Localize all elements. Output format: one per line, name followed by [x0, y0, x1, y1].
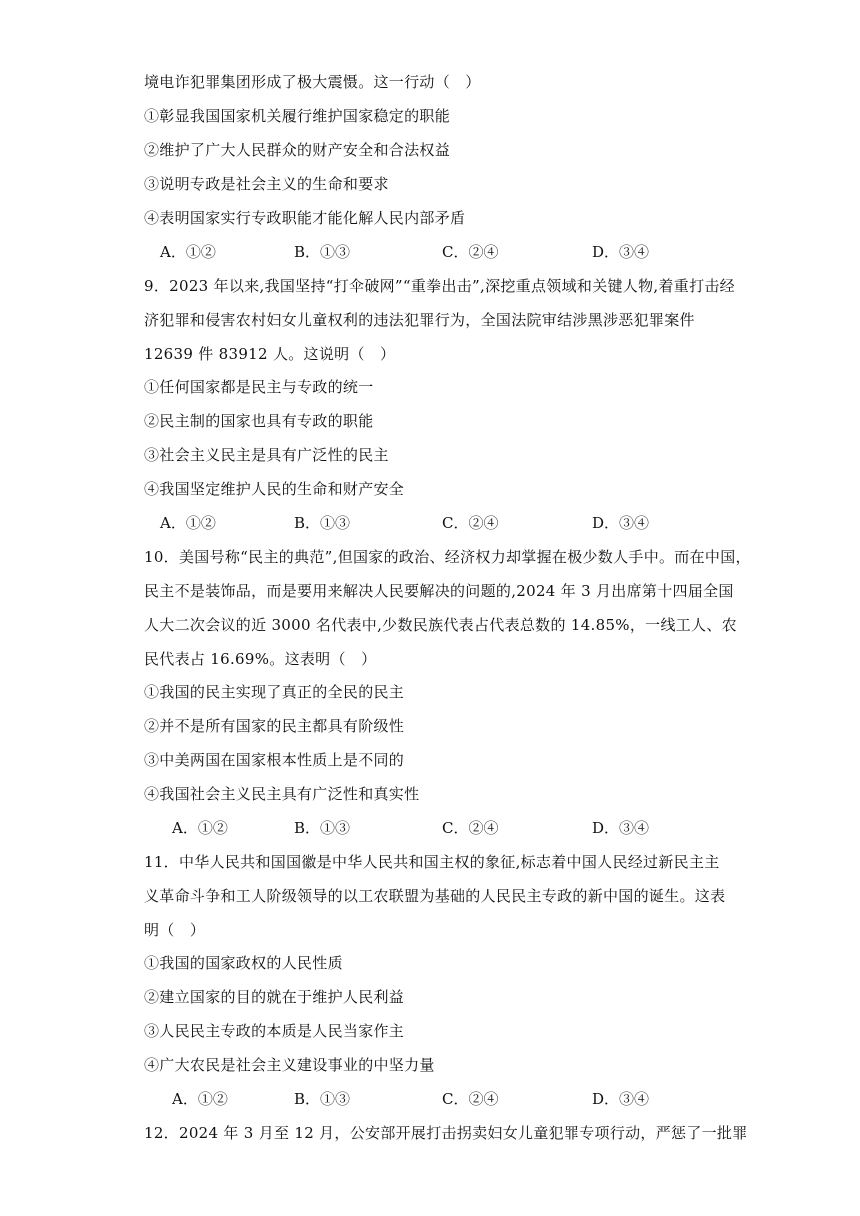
q9-statement-1: ①任何国家都是民主与专政的统一 [144, 378, 374, 396]
q10-statement-1: ①我国的民主实现了真正的全民的民主 [144, 683, 405, 701]
q8-statement-3: ③说明专政是社会主义的生命和要求 [144, 175, 389, 193]
q11-options [172, 1089, 732, 1109]
q10-stem-line-1: 10．美国号称“民主的典范”,但国家的政治、经济权力却掌握在极少数人手中。而在中国， [144, 548, 751, 566]
q9-statement-4: ④我国坚定维护人民的生命和财产安全 [144, 480, 405, 498]
q9-option-d: D．③④ [592, 514, 650, 532]
q10-option-c: C．②④ [442, 819, 499, 837]
q10-stem-line-2: 民主不是装饰品，而是要用来解决人民要解决的问题的,2024 年 3 月出席第十四届全国 [144, 582, 734, 600]
q9-stem-line-3: 12639 件 83912 人。这说明（ ） [144, 345, 396, 363]
q8-option-a: A．①② [160, 243, 216, 261]
q8-option-c: C．②④ [442, 243, 499, 261]
q9-option-a: A．①② [160, 514, 216, 532]
q11-statement-1: ①我国的国家政权的人民性质 [144, 954, 343, 972]
q8-statement-1: ①彰显我国国家机关履行维护国家稳定的职能 [144, 107, 451, 125]
q11-stem-line-2: 义革命斗争和工人阶级领导的以工农联盟为基础的人民民主专政的新中国的诞生。这表 [144, 887, 726, 905]
q10-statement-3: ③中美两国在国家根本性质上是不同的 [144, 751, 405, 769]
q11-statement-4: ④广大农民是社会主义建设事业的中坚力量 [144, 1056, 435, 1074]
q11-option-d: D．③④ [592, 1090, 650, 1108]
q10-option-b: B．①③ [294, 819, 351, 837]
q10-stem-line-4: 民代表占 16.69%。这表明（ ） [144, 650, 377, 668]
q10-stem-line-3: 人大二次会议的近 3000 名代表中,少数民族代表占代表总数的 14.85%，一线工人、农 [144, 616, 737, 634]
q11-statement-2: ②建立国家的目的就在于维护人民利益 [144, 988, 405, 1006]
q11-stem-line-1: 11．中华人民共和国国徽是中华人民共和国主权的象征,标志着中国人民经过新民主主 [144, 853, 720, 871]
q9-stem-line-2: 济犯罪和侵害农村妇女儿童权利的违法犯罪行为，全国法院审结涉黑涉恶犯罪案件 [144, 311, 695, 329]
q11-option-b: B．①③ [294, 1090, 351, 1108]
q9-option-c: C．②④ [442, 514, 499, 532]
q8-option-b: B．①③ [294, 243, 351, 261]
q10-option-d: D．③④ [592, 819, 650, 837]
q8-stem-line: 境电诈犯罪集团形成了极大震慑。这一行动（ ） [144, 73, 481, 91]
q9-stem-line-1: 9．2023 年以来,我国坚持“打伞破网”“重拳出击”,深挖重点领域和关键人物,着重打击经 [144, 277, 735, 295]
q10-options [172, 818, 732, 838]
q11-option-c: C．②④ [442, 1090, 499, 1108]
q11-statement-3: ③人民民主专政的本质是人民当家作主 [144, 1022, 405, 1040]
q11-stem-line-3: 明（ ） [144, 921, 206, 939]
q10-option-a: A．①② [172, 819, 228, 837]
q9-options [160, 513, 720, 533]
q8-option-d: D．③④ [592, 243, 650, 261]
q10-statement-4: ④我国社会主义民主具有广泛性和真实性 [144, 785, 420, 803]
q9-option-b: B．①③ [294, 514, 351, 532]
q9-statement-2: ②民主制的国家也具有专政的职能 [144, 412, 374, 430]
q8-statement-2: ②维护了广大人民群众的财产安全和合法权益 [144, 141, 451, 159]
q9-statement-3: ③社会主义民主是具有广泛性的民主 [144, 446, 389, 464]
q8-statement-4: ④表明国家实行专政职能才能化解人民内部矛盾 [144, 209, 466, 227]
q11-option-a: A．①② [172, 1090, 228, 1108]
q10-statement-2: ②并不是所有国家的民主都具有阶级性 [144, 717, 405, 735]
q8-options [160, 242, 720, 262]
q12-stem-line-1: 12．2024 年 3 月至 12 月，公安部开展打击拐卖妇女儿童犯罪专项行动，严惩了一批罪 [144, 1124, 748, 1142]
